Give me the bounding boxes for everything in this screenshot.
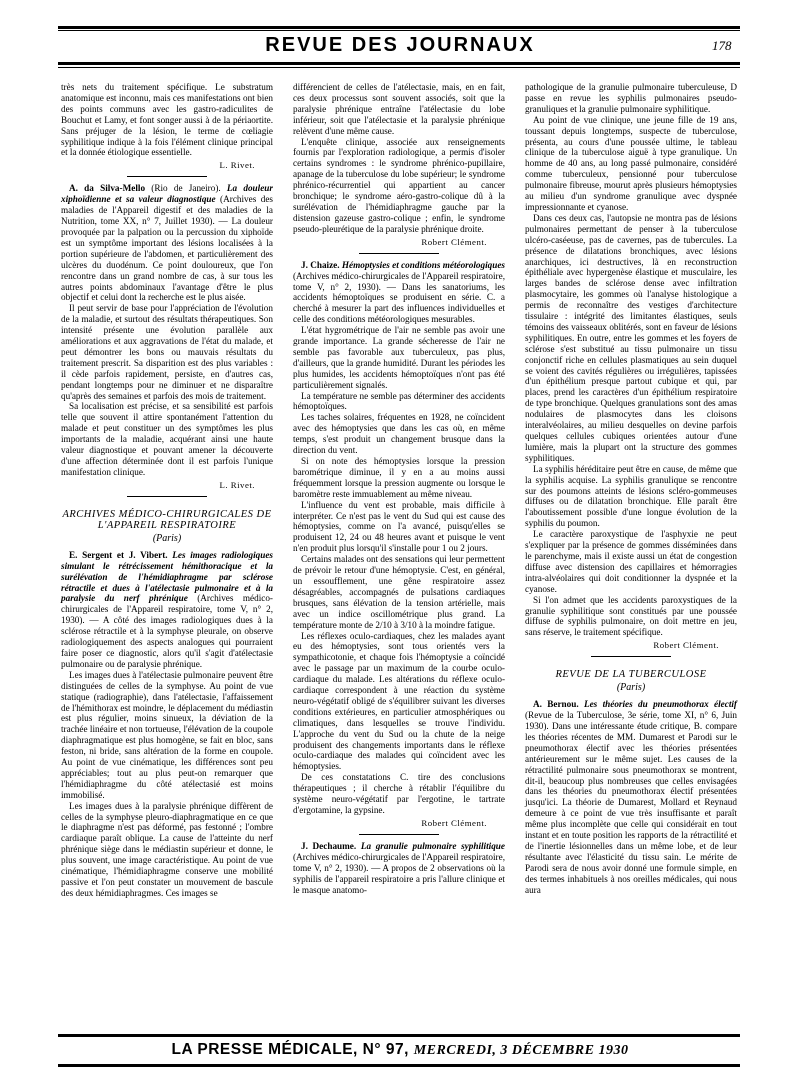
section-title: REVUE DE LA TUBERCULOSE [555,669,707,681]
article-author: A. da Silva-Mello [69,183,146,194]
paragraph: L'influence du vent est probable, mais difficile à interpréter. Ce n'est pas le vent du Sud qui est cause des hémoptysies, comme on l'a avancé, puisqu'elles se produisent 12, 24 ou 48 heures avant et puisque le vent n'en produit plus lorsqu'il s'installe pour 1 ou 2 jours. [293,499,505,554]
article-reference: (Archives médico-chirurgicales de l'Appareil respiratoire, tome V, n° 2, 1930). — [293,270,505,292]
column-2 [290,82,508,1030]
footer-bottom-rule [58,1064,740,1067]
paragraph: Dans ces deux cas, l'autopsie ne montra pas de lésions pulmonaires permettant de penser à la tuberculose ulcéro-caséeuse, pas de cavernes, pas de tubercules. La présence de dilatations bronchiques, avec lésions anarchiques, ici destructives, là en reconstruction épithéliale avec hypergenèse élastique et musculaire, les larges bandes de sclérose dense avec infiltration plasmocytaire, les gommes où l'analyse histologique a permis de reconnaître des vestiges d'architecture tissulaire : intégrité des limitantes élastiques, seuls témoins des vaisseaux oblitérés, sont en faveur de lésions syphilitiques. En outre, entre les gommes et les foyers de sclérose s'est substitué au tissu pulmonaire un tissu conjonctif riche en cellules plasmatiques au sein duquel se voient des cavités régulières ou irrégulières, tapissées d'un épithélium presque partout cubique et qui, par places, prend les caractères d'un épithélium respiratoire de type bronchique. Quelques granulations sont des amas nodulaires de plasmocytes dans les cloisons interalvéolaires, au milieu desquelles on devine parfois quelques cellules cubiques orientées autour d'une lumière, mais la plupart ont la structure des gommes syphilitiques. [525,212,737,463]
article-place: (Rio de Janeiro). [145,183,227,194]
section-location: (Paris) [616,682,646,694]
article-text: Dans les sanatoriums, les accidents hémoptoïques se produisent en série. C. a cherché à mesurer la part des influences individuelles et celle des conditions météorologiques mesurables. [293,281,505,325]
article-text: A côté des images radiologiques dues à la sclérose rétractile et à la symphyse pleurale, on observe radiologiquement des aspects analogues qui pourraient faire poser ce diagnostic, alors qu'il s'agit d'atélectasie pulmonaire ou de paralysie phrénique. [61,615,273,669]
paragraph: Il peut servir de base pour l'appréciation de l'évolution de la maladie, et surtout des résultats thérapeutiques. Son intensité présente une évolution parallèle aux améliorations et aux aggravations de l'état du malade, et peut démontrer les bons ou mauvais résultats du traitement prescrit. Sa disparition est des plus variables : il cède parfois rapidement, persiste, en d'autres cas, pendant longtemps pour ne diminuer et ne disparaître qu'après des semaines et parfois des mois de traitement. [61,303,273,401]
article-chaize [293,260,505,325]
section-title: ARCHIVES MÉDICO-CHIRURGICALES DE L'APPAREIL RESPIRATOIRE [62,508,272,531]
footer-date: MERCREDI, 3 DÉCEMBRE 1930 [413,1043,629,1058]
separator [359,253,439,254]
signature: Robert Clément. [653,640,719,651]
footer-journal: LA PRESSE MÉDICALE, N° 97, [171,1041,414,1058]
paragraph: Certains malades ont des sensations qui leur permettent de prévoir le retour d'une hémoptysie. C'est, en général, un essoufflement, une gêne respiratoire assez désagréables, accompagnés de pulsations cardiaques brusques, sans élévation de la tension artérielle, mais avec un indice oscillométrique plus grand. La température monte de 2/10 à 3/10 à la moindre fatigue. [293,554,505,630]
article-reference: (Archives médico-chirurgicales de l'Appareil respiratoire, tome V, n° 2, 1930). — [61,593,273,626]
paragraph: La syphilis héréditaire peut être en cause, de même que la syphilis acquise. La syphilis granulique se rencontre sur des poumons atteints de lésions scléro-gommeuses diffuses ou de dilatation bronchique. Elle paraît être l'aboutissement possible d'une longue évolution de la syphilis du poumon. [525,463,737,529]
paragraph: Les images dues à la paralysie phrénique diffèrent de celles de la symphyse pleuro-diaphragmatique en ce que le diaphragme n'est pas déformé, pas festonné ; l'ombre cardiaque paraît oblique. La cause de l'atteinte du nerf phrénique siège dans le médiastin supérieur et donne, le plus souvent, une image caractéristique. Au point de vue cinématique, l'hémidiaphragme conserve une mobilité passive et l'on peut constater un mouvement de bascule des deux hémidiaphragmes. Ces images se [61,800,273,898]
article-title: La granulie pulmonaire syphilitique [356,840,505,851]
page-number: 178 [712,38,732,53]
article-reference: (Archives médico-chirurgicales de l'Appareil respiratoire, tome V, n° 2, 1930). — [293,851,505,873]
header-top-rule [58,26,740,29]
paragraph: L'enquête clinique, associée aux renseignements fournis par l'exploration radiologique, a permis d'isoler certains syndromes : le syndrome phrénico-pupillaire, apanage de la tuberculose du lobe supérieur; le syndrome phrénico-récurrentiel qui appartient au cancer bronchique; le syndrome aéro-gastro-colique dû à la surélévation de l'hémidiaphragme gauche par la distension gazeuse gastro-colique ; enfin, le syndrome pseudo-pleurétique de la paralysie phrénique droite. [293,136,505,234]
section-location: (Paris) [152,532,182,544]
separator [359,834,439,835]
paragraph: La température ne semble pas déterminer des accidents hémoptoïques. [293,390,505,412]
signature: L. Rivet. [219,479,255,490]
header-bottom-rule [58,62,740,65]
article-text: Dans une intéressante étude critique, B. compare les théories récentes de MM. Dumarest et Parodi sur le pneumothorax électif avec les théories présentées antérieurement sur le même sujet. Les causes de la rétractilité pulmonaire sous pneumothorax se montrent, dit-il, beaucoup plus nombreuses que celles envisagées dans les théories du pneumothorax électif présentées jusqu'ici. La théorie de Dumarest, Mollard et Reynaud demeure à ce point de vue très insuffisante et paraît même plus incomplète que celle qui considérait en tout instant et en toute position les rapports de la rétractilité et de l'inertie lésionnelles dans un même lobe, et de leur résultante avec l'élasticité du tissu sain. Le mérite de Parodi sera de nous avoir donné une formule simple, en des termes inhabituels à nos oreilles médicales, qui nous aura [525,721,737,895]
article-bernou [525,699,737,895]
article-text: A propos de 2 observations où la syphilis de l'appareil respiratoire a pris l'allure clinique et le masque anatomo- [293,862,505,895]
signature: Robert Clément. [421,236,487,247]
paragraph: Au point de vue clinique, une jeune fille de 19 ans, toussant depuis longtemps, suspecte de tuberculose, présenta, au cours d'une poussée ultime, le tableau clinique de la tuberculose aiguë à type granulique. Un homme de 40 ans, au long passé pulmonaire, considéré comme tuberculeux, pensionné pour tuberculose pulmonaire fibreuse, mourut après plusieurs hémoptysies au milieu d'un syndrome granulique avec dyspnée impressionnante et cyanose. [525,114,737,212]
running-footer [0,1041,800,1059]
signature: L. Rivet. [219,160,255,171]
text-columns [58,82,740,1030]
column-1 [58,82,276,1030]
paragraph: Le caractère paroxystique de l'asphyxie ne peut s'expliquer par la présence de gommes disséminées dans le parenchyme, mais il existe aussi un état de congestion diffuse avec distension des capillaires et hémorragies intra-alvéolaires qui doit conditionner la dyspnée et la cyanose. [525,529,737,594]
article-title: La douleur xiphoïdienne et sa valeur diagnostique [61,183,273,205]
running-header-title: REVUE DES JOURNAUX [265,34,535,56]
article-text: La douleur provoquée par la palpation ou la percussion du xiphoïde est un symptôme important des lésions localisées à la portion supérieure de l'abdomen, et particulièrement des ulcères du duodénum. Ce point douloureux, que l'on rencontre dans un grand nombre de cas, à sur tous les autres points abdominaux l'avantage d'être le plus objectif et celui dont la recherche est le plus aisée. [61,216,273,303]
article-title: Hémoptysies et conditions météorologiques [339,259,506,270]
separator [127,496,207,497]
paragraph: Sa localisation est précise, et sa sensibilité est parfois telle que souvent il attire spontanément l'attention du malade et peut constituer un des symptômes les plus importants de la maladie, acquérant ainsi une haute valeur diagnostique et pouvant amener la découverte d'une affection déterminée dont il est parfois l'unique manifestation clinique. [61,401,273,477]
paragraph: De ces constatations C. tire des conclusions thérapeutiques ; il cherche à rétablir l'équilibre du système neuro-végétatif par l'ergotine, le tartrate d'ergotamine, la gypsine. [293,772,505,815]
article-title: Les images radiologiques simulant le rétrécissement hémithoracique et la surélévation de l'hémidiaphragme par sclérose rétractile et dues à l'atélectasie pulmonaire et à la paralysie du nerf phrénique [61,549,273,604]
signature: Robert Clément. [421,817,487,828]
article-author: J. Dechaume. [301,840,357,851]
article-reference: (Revue de la Tuberculose, 3e série, tome XI, n° 6, Juin 1930). [525,710,737,732]
article-dechaume [293,841,505,896]
article-title: Les théories du pneumothorax électif [578,699,737,710]
paragraph: très nets du traitement spécifique. Le substratum anatomique est inconnu, mais ces manifestations ont bien des points communs avec les gastro-radiculites de Bouchut et Lamy, et font songer aussi à de la périaortite. Sans préjuger de la lésion, le terme de cœliagie syphilitique indique à la fois l'élément clinique principal et la donnée étiologique essentielle. [61,82,273,158]
separator [127,176,207,177]
article-sergent-vibert [61,550,273,670]
paragraph: Les images dues à l'atélectasie pulmonaire peuvent être distinguées de celles de la symphyse. Au point de vue statique (radiographie), dans l'atélectasie, l'affaissement de l'hémithorax est moindre, le déplacement du médiastin est plus régulier, moins sinueux, la déviation de la trachée linéaire et non tortueuse, l'élévation de la coupole diaphragmatique est plus homogène, se fait en bloc, sans feston, ni bride, sans altération de la forme en coupole. Au point de vue cinématique, les différences sont peu appréciables; tout au plus peut-on remarquer que l'hémidiaphragme du côté atélectasié est moins immobilisé. [61,669,273,800]
footer-top-rule [58,1034,740,1037]
article-author: A. Bernou. [533,699,579,710]
paragraph: L'état hygrométrique de l'air ne semble pas avoir une grande importance. La grande sécheresse de l'air ne semble pas favorable aux tuberculeux, pas plus, d'ailleurs, que la grande humidité. Durant les périodes les plus humides, les accidents hémoptoïques n'ont pas été particulièrement signalés. [293,325,505,390]
article-reference: (Archives des maladies de l'Appareil digestif et des maladies de la Nutrition, tome XX, n° 7, Juillet 1930). — [61,194,273,227]
separator [591,656,671,657]
article-author: E. Sergent et J. Vibert. [69,549,168,560]
article-silva-mello [61,183,273,303]
paragraph: Les taches solaires, fréquentes en 1928, ne coïncident avec des hémoptysies que dans les cas où, en même temps, s'est produit un changement brusque dans la direction du vent. [293,412,505,456]
paragraph: différencient de celles de l'atélectasie, mais, en en fait, ces deux processus sont souvent associés, soit que la paralysie phrénique entraîne l'atélectasie du lobe inférieur, soit que l'atélectasie et la paralysie phrénique relèvent d'une même cause. [293,82,505,136]
header-bottom-thin-rule [58,67,740,68]
paragraph: pathologique de la granulie pulmonaire tuberculeuse, D passe en revue les syphilis pulmonaires pseudo-granuliques et la granulie pulmonaire syphilitique. [525,82,737,114]
article-author: J. Chaize. [301,259,340,270]
paragraph: Les réflexes oculo-cardiaques, chez les malades ayant eu des hémoptysies, sont tous orientés vers la sympathicotonie, et chaque fois l'hémoptysie a coïncidé avec le passage par un maximum de la courbe oculo-cardiaque du malade. Les altérations du réflexe oculo-cardiaque correspondent à une réaction du système neuro-végétatif obligé de s'équilibrer suivant les diverses conditions extérieures, en particulier atmosphériques ou climatiques, dans lesquelles se trouve l'individu. L'approche du vent du Sud ou la chute de la neige produisent des changements importants dans le réflexe oculo-cardiaque des malades qui coïncident avec les hémoptysies. [293,630,505,772]
header-top-thin-rule [58,30,740,31]
column-3 [522,82,740,1030]
paragraph: Si on note des hémoptysies lorsque la pression barométrique diminue, il y en a au moins aussi fréquemment lorsque la pression augmente ou lorsque le baromètre reste immuablement au même niveau. [293,456,505,499]
paragraph: Si l'on admet que les accidents paroxystiques de la granulie syphilitique sont constitués par une poussée diffuse de syphilis pulmonaire, on doit mettre en jeu, sans réserve, le traitement spécifique. [525,594,737,638]
